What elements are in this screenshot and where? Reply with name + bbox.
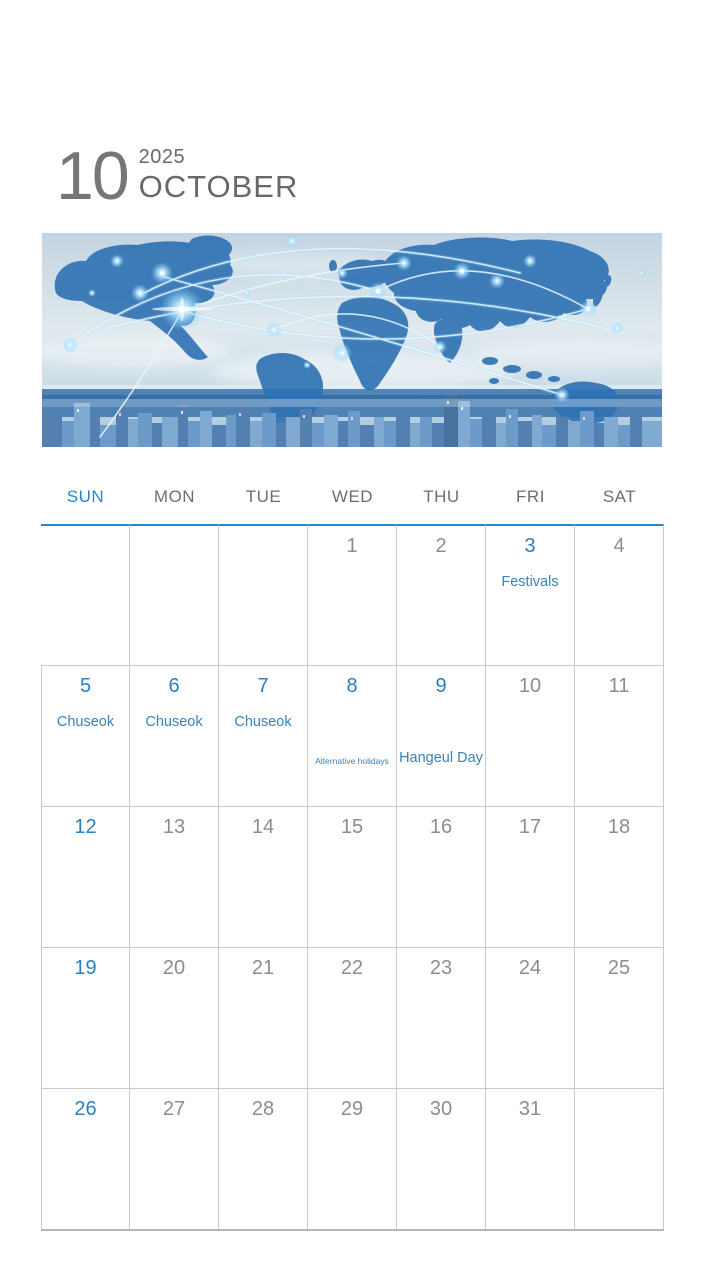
day-cell-6[interactable]	[130, 665, 219, 806]
day-number: 2	[435, 535, 447, 557]
day-number: 19	[74, 957, 97, 979]
weekday-label-sun: SUN	[66, 487, 105, 506]
day-number: 13	[162, 816, 186, 838]
day-cell-24[interactable]	[486, 947, 575, 1088]
day-number: 5	[79, 675, 92, 697]
day-cell-1[interactable]	[308, 524, 397, 665]
day-cell-empty	[575, 1088, 664, 1229]
holiday-label: Chuseok	[234, 714, 292, 730]
month-header	[56, 138, 299, 214]
day-cell-7[interactable]	[219, 665, 308, 806]
weekday-label-sat: SAT	[602, 487, 637, 506]
month-number: 10	[56, 138, 128, 214]
day-number: 18	[607, 816, 631, 838]
day-number: 14	[251, 816, 275, 838]
day-cell-3[interactable]	[486, 524, 575, 665]
day-cell-30[interactable]	[397, 1088, 486, 1229]
day-number: 11	[608, 675, 630, 697]
day-number: 12	[74, 816, 97, 838]
weekday-label-mon: MON	[153, 487, 196, 506]
world-map-network-illustration	[42, 233, 662, 447]
day-number: 10	[518, 675, 542, 697]
day-number: 6	[168, 675, 180, 697]
weekday-label-tue: TUE	[245, 487, 282, 506]
calendar-grid	[41, 524, 664, 1231]
day-cell-4[interactable]	[575, 524, 664, 665]
day-number: 4	[613, 535, 625, 557]
day-number: 31	[518, 1098, 542, 1120]
day-cell-empty	[41, 524, 130, 665]
banner-image	[42, 233, 662, 447]
holiday-label: Chuseok	[56, 714, 115, 730]
day-cell-17[interactable]	[486, 806, 575, 947]
holiday-label: Chuseok	[145, 714, 203, 730]
day-cell-9[interactable]	[397, 665, 486, 806]
day-cell-19[interactable]	[41, 947, 130, 1088]
day-cell-29[interactable]	[308, 1088, 397, 1229]
weekday-label-thu: THU	[423, 487, 460, 506]
month-name: OCTOBER	[138, 169, 299, 204]
day-cell-20[interactable]	[130, 947, 219, 1088]
day-number: 22	[340, 957, 364, 979]
holiday-label: Hangeul Day	[399, 750, 483, 766]
day-cell-25[interactable]	[575, 947, 664, 1088]
day-number: 29	[340, 1098, 364, 1120]
holiday-label: Alternative holidays	[315, 756, 389, 766]
day-cell-14[interactable]	[219, 806, 308, 947]
day-number: 30	[429, 1098, 453, 1120]
day-cell-2[interactable]	[397, 524, 486, 665]
day-number: 21	[251, 957, 275, 979]
day-number: 26	[74, 1098, 97, 1120]
day-cell-21[interactable]	[219, 947, 308, 1088]
day-cell-13[interactable]	[130, 806, 219, 947]
day-cell-22[interactable]	[308, 947, 397, 1088]
day-number: 23	[429, 957, 453, 979]
day-number: 15	[340, 816, 364, 838]
weekday-label-fri: FRI	[516, 487, 545, 506]
weekday-label-wed: WED	[331, 487, 374, 506]
day-cell-11[interactable]	[575, 665, 664, 806]
holiday-label: Festivals	[501, 574, 559, 590]
day-cell-23[interactable]	[397, 947, 486, 1088]
day-cell-5[interactable]	[41, 665, 130, 806]
day-cell-27[interactable]	[130, 1088, 219, 1229]
day-number: 20	[162, 957, 186, 979]
day-number: 27	[162, 1098, 186, 1120]
day-cell-18[interactable]	[575, 806, 664, 947]
day-number: 3	[524, 535, 536, 557]
day-cell-28[interactable]	[219, 1088, 308, 1229]
day-number: 7	[257, 675, 269, 697]
day-cell-26[interactable]	[41, 1088, 130, 1229]
day-cell-31[interactable]	[486, 1088, 575, 1229]
day-cell-empty	[219, 524, 308, 665]
day-number: 17	[518, 816, 542, 838]
day-number: 1	[346, 535, 358, 557]
day-number: 16	[429, 816, 453, 838]
day-cell-16[interactable]	[397, 806, 486, 947]
weekday-header	[41, 470, 664, 524]
day-number: 8	[346, 675, 358, 697]
day-cell-12[interactable]	[41, 806, 130, 947]
day-cell-8[interactable]	[308, 665, 397, 806]
year-label: 2025	[138, 146, 186, 168]
day-number: 9	[435, 675, 447, 697]
day-number: 24	[518, 957, 542, 979]
day-number: 25	[607, 957, 631, 979]
day-cell-10[interactable]	[486, 665, 575, 806]
day-number: 28	[251, 1098, 275, 1120]
day-cell-15[interactable]	[308, 806, 397, 947]
day-cell-empty	[130, 524, 219, 665]
